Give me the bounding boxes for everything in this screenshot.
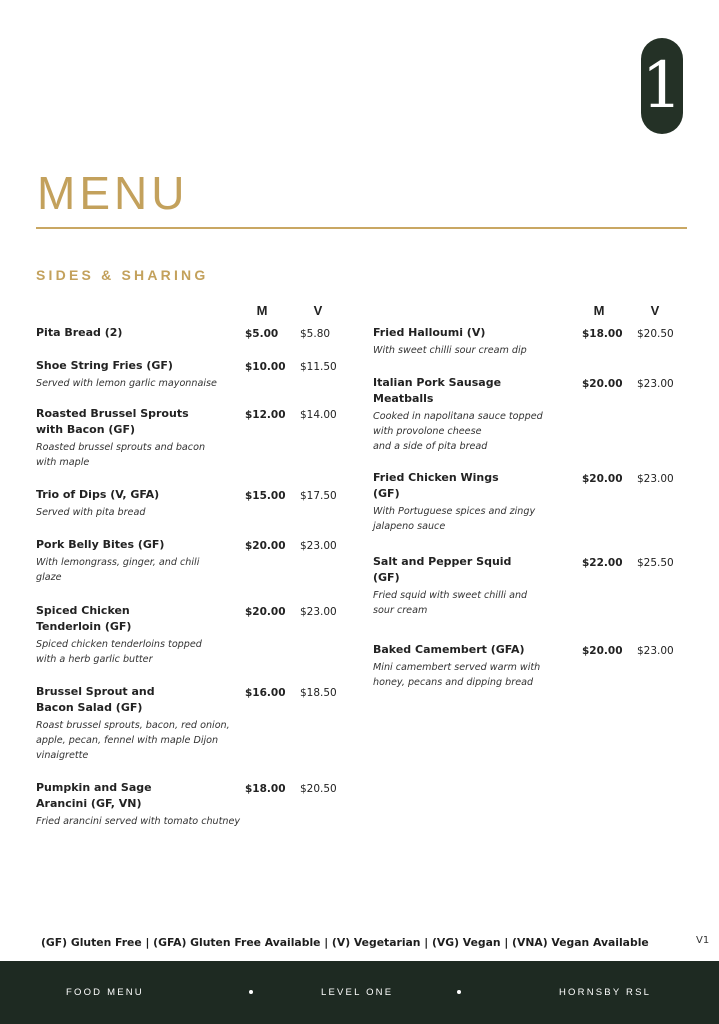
version-label: V1: [696, 935, 710, 946]
menu-item-price-v: $18.50: [300, 687, 337, 699]
menu-item-price-m: $18.00: [245, 783, 286, 795]
menu-item-name-line: Spiced Chicken: [36, 604, 130, 617]
menu-item: [36, 780, 246, 829]
footer-separator-dot: [457, 990, 461, 994]
menu-title: MENU: [37, 167, 189, 219]
menu-item-price-v: $11.50: [300, 361, 337, 373]
menu-item-name-line: Salt and Pepper Squid: [373, 555, 512, 568]
menu-item-price-m: $22.00: [582, 557, 623, 569]
menu-item-name-line: (GF): [373, 487, 400, 500]
menu-item-name-line: Arancini (GF, VN): [36, 797, 142, 810]
menu-item-name: [373, 325, 578, 341]
left-column-m-header: M: [256, 303, 268, 318]
menu-item-description-line: and a side of pita bread: [373, 441, 488, 452]
menu-item-name-line: Meatballs: [373, 392, 434, 405]
menu-item-description: [36, 555, 246, 585]
menu-item-price-m: $20.00: [582, 378, 623, 390]
menu-item-name-line: Pork Belly Bites (GF): [36, 538, 165, 551]
menu-item-description-line: With Portuguese spices and zingy: [373, 506, 536, 517]
menu-item-description-line: with a herb garlic butter: [36, 654, 153, 665]
menu-item-name-line: Roasted Brussel Sprouts: [36, 407, 189, 420]
menu-item-name: [373, 554, 578, 586]
menu-item-description-line: vinaigrette: [36, 750, 89, 761]
menu-item-name: [373, 470, 578, 502]
menu-item-name: [36, 537, 246, 553]
menu-item-price-m: $16.00: [245, 687, 286, 699]
menu-item-description: [373, 409, 578, 454]
menu-item-name: [36, 325, 246, 341]
menu-item-price-v: $23.00: [637, 645, 674, 657]
menu-item: [373, 642, 578, 690]
menu-item-description: [373, 504, 578, 534]
menu-item-price-v: $23.00: [637, 378, 674, 390]
menu-item-name-line: Fried Chicken Wings: [373, 471, 499, 484]
menu-item-name-line: Bacon Salad (GF): [36, 701, 143, 714]
menu-item-description-line: Spiced chicken tenderloins topped: [36, 639, 202, 650]
menu-item-name-line: with Bacon (GF): [36, 423, 135, 436]
footer-food-menu: FOOD MENU: [66, 987, 144, 998]
menu-item-description-line: sour cream: [373, 605, 428, 616]
menu-item-description: [373, 343, 578, 358]
menu-item: [373, 375, 578, 454]
menu-item-price-m: $20.00: [245, 606, 286, 618]
menu-item-description: [36, 637, 246, 667]
menu-item-price-m: $20.00: [245, 540, 286, 552]
menu-item: [373, 325, 578, 358]
menu-item-price-v: $20.50: [300, 783, 337, 795]
menu-item-name-line: Shoe String Fries (GF): [36, 359, 173, 372]
menu-item-name: [36, 780, 246, 812]
menu-item: [373, 470, 578, 534]
menu-item: [36, 406, 246, 470]
menu-item-description-line: Roasted brussel sprouts and bacon: [36, 442, 206, 453]
menu-item: [36, 537, 246, 585]
menu-item-description-line: Served with pita bread: [36, 507, 146, 518]
footer-level-one: LEVEL ONE: [321, 987, 394, 998]
menu-item-description-line: With lemongrass, ginger, and chili: [36, 557, 200, 568]
menu-item-description: [36, 376, 246, 391]
menu-item-name: [36, 684, 246, 716]
right-column-v-header: V: [650, 303, 660, 318]
menu-item-price-m: $15.00: [245, 490, 286, 502]
menu-item-description-line: Mini camembert served warm with: [373, 662, 541, 673]
menu-item-price-v: $23.00: [300, 540, 337, 552]
dietary-legend: (GF) Gluten Free | (GFA) Gluten Free Available | (V) Vegetarian | (VG) Vegan | (VNA) Vegan Available: [41, 936, 649, 949]
menu-item-name-line: Trio of Dips (V, GFA): [36, 488, 160, 501]
menu-item-description: [373, 660, 578, 690]
menu-item-price-m: $20.00: [582, 645, 623, 657]
footer-bar: [0, 961, 719, 1024]
menu-item-description-line: with maple: [36, 457, 90, 468]
menu-item: [36, 325, 246, 341]
menu-item-description: [36, 814, 246, 829]
menu-item-description-line: Cooked in napolitana sauce topped: [373, 411, 543, 422]
menu-item-name: [36, 358, 246, 374]
menu-item-price-v: $17.50: [300, 490, 337, 502]
menu-item-name: [36, 603, 246, 635]
menu-item-name: [36, 406, 246, 438]
menu-item-name-line: Brussel Sprout and: [36, 685, 155, 698]
menu-item-name-line: Tenderloin (GF): [36, 620, 132, 633]
menu-item-name-line: (GF): [373, 571, 400, 584]
menu-item-description-line: honey, pecans and dipping bread: [373, 677, 534, 688]
menu-item-description-line: glaze: [36, 572, 62, 583]
footer-venue: HORNSBY RSL: [559, 987, 652, 998]
menu-item-name-line: Baked Camembert (GFA): [373, 643, 525, 656]
menu-item: [36, 603, 246, 667]
menu-item-description: [36, 718, 246, 763]
section-title: SIDES & SHARING: [36, 267, 209, 283]
menu-item-price-m: $12.00: [245, 409, 286, 421]
menu-item-price-v: $23.00: [637, 473, 674, 485]
menu-item-price-v: $14.00: [300, 409, 337, 421]
menu-item-price-m: $10.00: [245, 361, 286, 373]
menu-item: [373, 554, 578, 618]
menu-item-description-line: jalapeno sauce: [373, 521, 446, 532]
menu-item-name: [373, 642, 578, 658]
menu-item: [36, 487, 246, 520]
page-number: 1: [641, 49, 683, 123]
menu-item-description: [36, 505, 246, 520]
menu-item-price-v: $20.50: [637, 328, 674, 340]
menu-item-name-line: Pita Bread (2): [36, 326, 123, 339]
menu-item-description-line: apple, pecan, fennel with maple Dijon: [36, 735, 219, 746]
title-divider: [36, 227, 687, 229]
menu-item-price-v: $25.50: [637, 557, 674, 569]
menu-item-price-m: $18.00: [582, 328, 623, 340]
menu-item-name-line: Fried Halloumi (V): [373, 326, 486, 339]
footer-separator-dot: [249, 990, 253, 994]
menu-item-description: [36, 440, 246, 470]
menu-item-description-line: Roast brussel sprouts, bacon, red onion,: [36, 720, 230, 731]
menu-item-price-m: $5.00: [245, 328, 279, 340]
menu-item-name-line: Pumpkin and Sage: [36, 781, 152, 794]
menu-item-price-v: $5.80: [300, 328, 331, 340]
menu-item-description-line: Fried squid with sweet chilli and: [373, 590, 528, 601]
menu-item-price-m: $20.00: [582, 473, 623, 485]
menu-item-name: [36, 487, 246, 503]
menu-item-description-line: Served with lemon garlic mayonnaise: [36, 378, 217, 389]
menu-item-name-line: Italian Pork Sausage: [373, 376, 502, 389]
menu-item: [36, 358, 246, 391]
right-column-m-header: M: [593, 303, 605, 318]
menu-item-price-v: $23.00: [300, 606, 337, 618]
menu-item: [36, 684, 246, 763]
menu-item-description-line: Fried arancini served with tomato chutney: [36, 816, 241, 827]
menu-item-name: [373, 375, 578, 407]
left-column-v-header: V: [313, 303, 323, 318]
menu-item-description: [373, 588, 578, 618]
page-number-badge: [641, 38, 683, 134]
menu-item-description-line: With sweet chilli sour cream dip: [373, 345, 527, 356]
menu-item-description-line: with provolone cheese: [373, 426, 482, 437]
